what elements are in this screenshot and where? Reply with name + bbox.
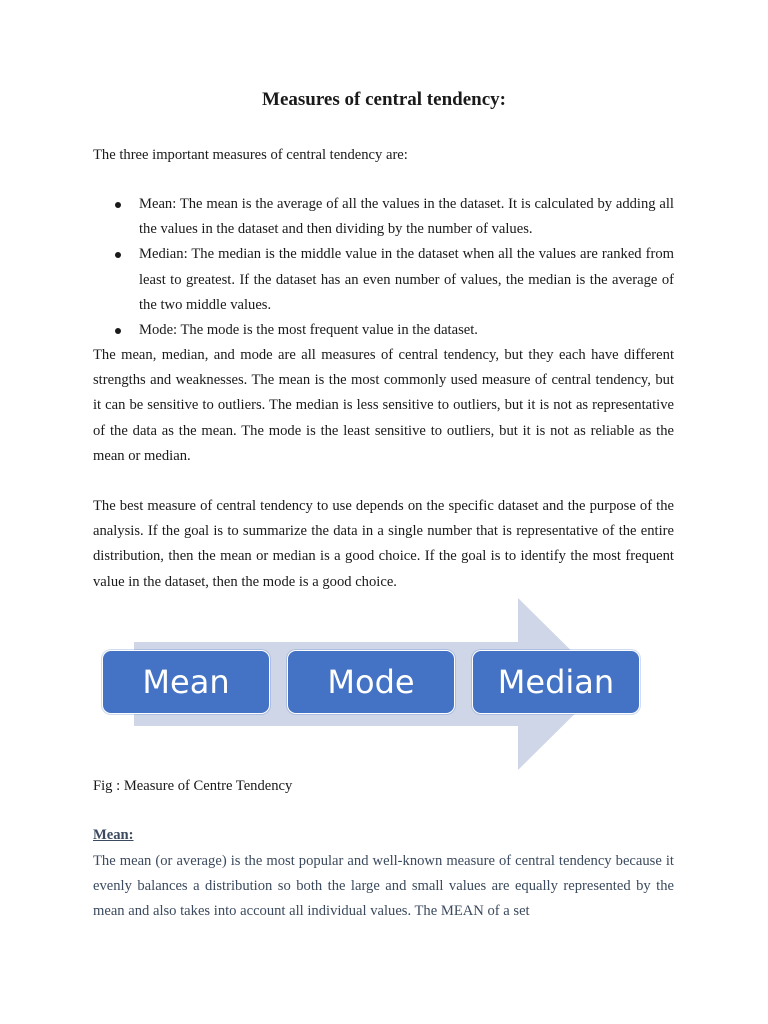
bullet-item-mean: [93, 192, 674, 242]
paragraph-mean: The mean (or average) is the most popular and well-known measure of central tendency because it evenly balances a distribution so both the large and small values are equally represented by the mean and also takes into account all individual values. The MEAN of a set: [93, 853, 674, 920]
figure-caption: Fig : Measure of Centre Tendency: [93, 778, 293, 794]
mean-heading: Mean:: [93, 827, 134, 843]
bullet-text: Mode: The mode is the most frequent value in the dataset.: [139, 322, 478, 339]
bullet-item-median: [93, 242, 674, 318]
diagram-box-mode: Mode: [287, 650, 455, 714]
paragraph-best-measure: The best measure of central tendency to use depends on the specific dataset and the purpose of the analysis. If the goal is to summarize the data in a single number that is representative of the entire distribution, then the mean or median is a good choice. If the goal is to identify the most frequent value in the dataset, then the mode is a good choice.: [93, 498, 674, 590]
diagram-box-mean: Mean: [102, 650, 270, 714]
bullet-icon: [115, 202, 121, 208]
bullet-item-mode: [93, 318, 674, 343]
intro-text: The three important measures of central tendency are:: [93, 147, 408, 163]
bullet-icon: [115, 328, 121, 334]
document-title: Measures of central tendency:: [262, 89, 506, 110]
bullet-icon: [115, 252, 121, 258]
bullet-list: [93, 192, 674, 343]
bullet-text: Median: The median is the middle value in the dataset when all the values are ranked from least to greatest. If the dataset has an even number of values, the median is the average of the two middle values.: [139, 246, 674, 313]
diagram-box-median: Median: [472, 650, 640, 714]
process-diagram: [100, 598, 645, 770]
paragraph-comparison: The mean, median, and mode are all measures of central tendency, but they each have different strengths and weaknesses. The mean is the most commonly used measure of central tendency, but it can be sensitive to outliers. The median is less sensitive to outliers, but it is not as representative of the data as the mean. The mode is the least sensitive to outliers, but it is not as reliable as the mean or median.: [93, 347, 674, 464]
bullet-text: Mean: The mean is the average of all the values in the dataset. It is calculated by adding all the values in the dataset and then dividing by the number of values.: [139, 196, 674, 238]
